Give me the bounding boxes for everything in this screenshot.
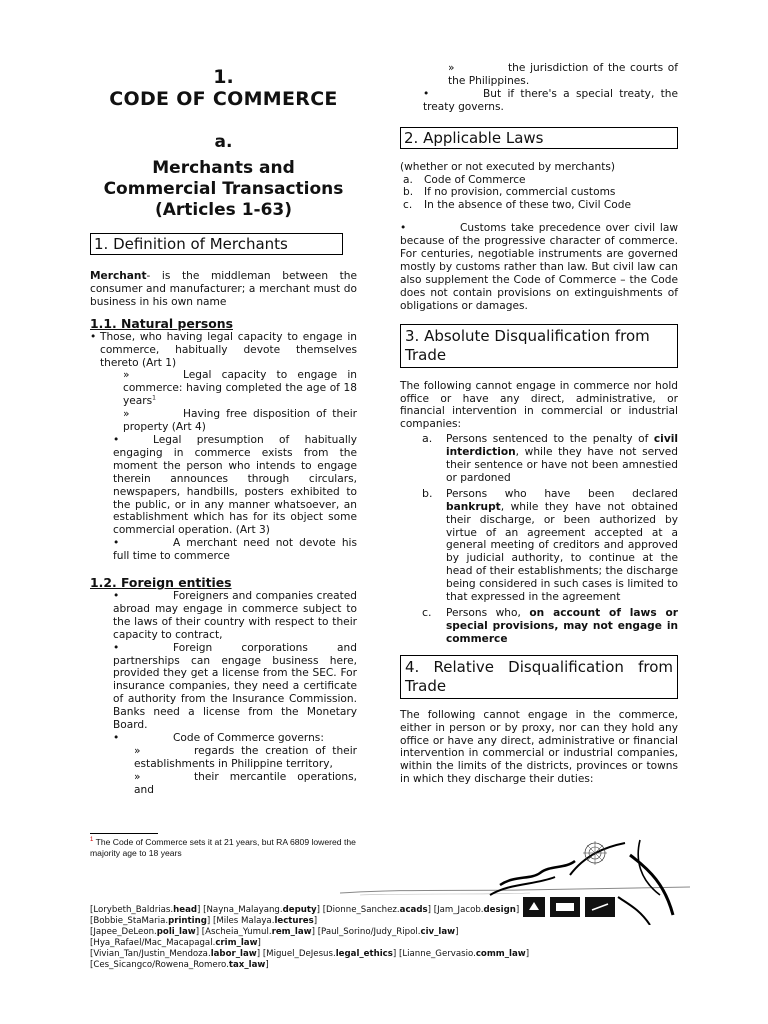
- applicable-laws-item: [400, 186, 678, 199]
- text-run: Persons who,: [446, 607, 530, 619]
- credit-role: deputy: [282, 905, 317, 915]
- natural-persons-sub-1: » Legal capacity to engage in commerce: having completed the age of 18 years$^1$: [123, 369, 357, 408]
- natural-persons-sub-1-text: Legal capacity to engage in commerce: having completed the age of 18 years: [123, 369, 357, 408]
- heading-absolute-disqualification: 3. Absolute Disqualification from Trade: [400, 324, 678, 368]
- credit-name: Miguel_DeJesus.: [266, 949, 336, 959]
- list-text: [446, 433, 678, 485]
- absolute-disqualification-item-a: [422, 433, 678, 485]
- credit-role: design: [483, 905, 516, 915]
- credit-entry: [Hya_Rafael/Mac_Macapagal.crim_law]: [90, 938, 261, 948]
- credits-block: [90, 905, 550, 971]
- absolute-disqualification-intro: The following cannot engage in commerce nor hold office or have any direct, administrative, or financial intervention in commercial or industrial companies:: [400, 379, 678, 431]
- chapter-title: CODE OF COMMERCE: [109, 88, 338, 110]
- foreign-entities-point-1-text: Foreigners and companies created abroad may engage in commerce subject to the laws of their country with respect to their capacity to contract,: [113, 590, 357, 641]
- natural-persons-sub-2-text: Having free disposition of their property (Art 4): [123, 408, 357, 434]
- credit-entry: [Lorybeth_Baldrias.head]: [90, 905, 201, 915]
- foreign-entities-point-4-text: But if there's a special treaty, the treaty governs.: [423, 87, 678, 113]
- footnote: [90, 837, 370, 859]
- natural-persons-point-2-text: Legal presumption of habitually engaging in commerce exists from the moment the person who intends to engage therein announces through circulars, newspapers, handbills, posters exhibited to the public, or in any manner whatsoever, an establishment which has for its object some commercial operation. (Art 3): [113, 433, 357, 537]
- natural-persons-point-1-text: Those, who having legal capacity to engage in commerce, habitually devote themselves thereto (Art 1): [100, 330, 357, 369]
- credit-role: printing: [168, 916, 207, 926]
- credit-role: head: [173, 905, 198, 915]
- credit-entry: [Vivian_Tan/Justin_Mendoza.labor_law]: [90, 949, 261, 959]
- bold-term-civil-interdiction: civil interdiction: [446, 433, 678, 459]
- credit-entry: [Miles Malaya.lectures]: [212, 916, 318, 926]
- text-run: Persons sentenced to the penalty of: [446, 433, 654, 446]
- foreign-entities-sub-3-text: the jurisdiction of the courts of the Philippines.: [448, 62, 678, 87]
- applicable-laws-item: [400, 199, 678, 212]
- absolute-disqualification-item-c: [422, 607, 678, 646]
- credit-entry: [Ces_Sicangco/Rowena_Romero.tax_law]: [90, 960, 269, 970]
- credit-entry: [Ascheia_Yumul.rem_law]: [201, 927, 315, 937]
- right-column: [400, 62, 678, 786]
- foreign-entities-sub-2-text: their mercantile operations, and: [134, 770, 357, 796]
- credit-role: crim_law: [215, 938, 258, 948]
- credit-name: Paul_Sorino/Judy_Ripol.: [321, 927, 421, 937]
- natural-persons-point-3-text: A merchant need not devote his full time to commerce: [113, 537, 357, 563]
- text-run: Persons who have been declared: [446, 487, 678, 500]
- applicable-laws-item: [400, 174, 678, 187]
- text-run: , while they have not served their sentence or have not been amnestied or pardoned: [446, 446, 678, 484]
- credit-role: poli_law: [156, 927, 196, 937]
- heading-natural-persons: 1.1. Natural persons: [90, 315, 233, 331]
- section-title: [90, 158, 357, 221]
- text-run: , while they have not obtained their discharge, or been authorized by virtue of an agreement accepted at a general meeting of creditors and approved by judicial authority, to continue at the head of their establishments; the discharge being considered in such cases is limited to that expressed in the agreement: [446, 500, 678, 604]
- merchant-definition: [90, 270, 357, 309]
- credit-name: Ces_Sicangco/Rowena_Romero.: [93, 960, 229, 970]
- applicable-laws-list: [400, 174, 678, 213]
- section-title-line-1: Merchants and: [152, 158, 295, 178]
- left-column: [90, 62, 357, 797]
- relative-disqualification-intro: The following cannot engage in the commerce, either in person or by proxy, nor can they hold any office or have any direct, administrative or financial intervention in commercial or industrial companies, within the limits of the districts, provinces or towns in which they discharge their duties:: [400, 708, 678, 786]
- footnote-ref-1: 1: [152, 394, 156, 402]
- footnote-divider: [90, 833, 158, 834]
- foreign-entities-point-1: • Foreigners and companies created abroad may engage in commerce subject to the laws of their country with respect to their capacity to contract,: [113, 590, 357, 641]
- natural-persons-point-2: • Legal presumption of habitually engaging in commerce exists from the moment the person who intends to engage therein announces through circulars, newspapers, handbills, posters exhibited to the public, or in any manner whatsoever, an establishment which has for its object some commercial operation. (Art 3): [113, 433, 357, 537]
- heading-applicable-laws: 2. Applicable Laws: [400, 127, 678, 149]
- credit-name: Dionne_Sanchez.: [326, 905, 400, 915]
- heading-relative-disqualification: 4. Relative Disqualification from Trade: [400, 655, 678, 699]
- absolute-disqualification-item-b: [422, 488, 678, 604]
- foreign-entities-sub-1-text: regards the creation of their establishments in Philippine territory,: [134, 744, 357, 770]
- list-letter: a.: [403, 173, 413, 186]
- section-title-line-2: Commercial Transactions: [103, 179, 344, 199]
- merchant-definition-text: - is the middleman between the consumer and manufacturer; a merchant must do business in his own name: [90, 270, 357, 308]
- list-text: In the absence of these two, Civil Code: [424, 199, 632, 212]
- foreign-entities-sub-1: » regards the creation of their establishments in Philippine territory,: [134, 744, 357, 770]
- credit-role: acads: [399, 905, 428, 915]
- credit-name: Bobbie_StaMaria.: [93, 916, 169, 926]
- credit-role: lectures: [274, 916, 314, 926]
- list-text: Code of Commerce: [424, 173, 526, 186]
- credit-entry: [Nayna_Malayang.deputy]: [203, 905, 320, 915]
- applicable-laws-intro: (whether or not executed by merchants): [400, 160, 616, 173]
- list-letter: a.: [422, 432, 433, 446]
- foreign-entities-sub-3: » the jurisdiction of the courts of the Philippines.: [448, 62, 678, 87]
- credit-role: comm_law: [475, 949, 526, 959]
- merchant-term: Merchant: [90, 270, 147, 282]
- credit-role: tax_law: [228, 960, 266, 970]
- list-text: If no provision, commercial customs: [424, 186, 616, 199]
- foreign-entities-sub-2: » their mercantile operations, and: [134, 770, 357, 796]
- credit-name: Vivian_Tan/Justin_Mendoza.: [93, 949, 211, 959]
- absolute-disqualification-list: [400, 433, 678, 646]
- credit-name: Nayna_Malayang.: [206, 905, 283, 915]
- list-text: [446, 488, 678, 604]
- credit-entry: [Jam_Jacob.design]: [433, 905, 520, 915]
- list-letter: c.: [422, 606, 432, 619]
- section-letter: a.: [214, 132, 233, 152]
- foreign-entities-point-4: • But if there's a special treaty, the treaty governs.: [423, 87, 678, 113]
- list-text: [446, 607, 678, 646]
- credit-entry: [Bobbie_StaMaria.printing]: [90, 916, 211, 926]
- credit-entry: [Lianne_Gervasio.comm_law]: [399, 949, 530, 959]
- applicable-laws-note: • Customs take precedence over civil law because of the progressive character of commerce. For centuries, negotiable instruments are governed mostly by customs rather than law. But civil law can also supplement the Code of Commerce – the Code does not contain provisions on extinguishments of obligations or damages.: [400, 222, 678, 312]
- credit-entry: [Japee_DeLeon.poli_law]: [90, 927, 200, 937]
- section-title-line-3: (Articles 1-63): [154, 200, 293, 220]
- natural-persons-sub-2: » Having free disposition of their property (Art 4): [123, 408, 357, 434]
- credit-entry: [Paul_Sorino/Judy_Ripol.civ_law]: [317, 927, 459, 937]
- bold-term-bankrupt: bankrupt: [446, 500, 501, 513]
- credit-name: Hya_Rafael/Mac_Macapagal.: [93, 938, 216, 948]
- credit-name: Lorybeth_Baldrias.: [93, 905, 174, 915]
- credit-role: rem_law: [271, 927, 312, 937]
- credit-role: labor_law: [210, 949, 257, 959]
- natural-persons-point-3: • A merchant need not devote his full time to commerce: [113, 537, 357, 563]
- credit-name: Japee_DeLeon.: [93, 927, 157, 937]
- foreign-entities-point-3: • Code of Commerce governs:: [113, 732, 324, 744]
- list-letter: c.: [403, 199, 413, 212]
- credit-role: legal_ethics: [335, 949, 393, 959]
- credit-name: Jam_Jacob.: [437, 905, 484, 915]
- list-letter: b.: [403, 186, 414, 199]
- credit-name: Miles Malaya.: [216, 916, 275, 926]
- footnote-text: The Code of Commerce sets it at 21 years, but RA 6809 lowered the majority age to 18 years: [90, 837, 356, 858]
- foreign-entities-point-2: • Foreign corporations and partnerships can engage business here, provided they get a license from the SEC. For insurance companies, they need a certificate of authority from the Insurance Commission. Banks need a license from the Monetary Board.: [113, 641, 357, 732]
- credit-entry: [Dionne_Sanchez.acads]: [322, 905, 431, 915]
- credit-name: Ascheia_Yumul.: [205, 927, 272, 937]
- foreign-entities-point-3-text: Code of Commerce governs:: [173, 732, 324, 744]
- chapter-number: 1.: [213, 66, 234, 88]
- credit-name: Lianne_Gervasio.: [402, 949, 476, 959]
- heading-foreign-entities: 1.2. Foreign entities: [90, 575, 232, 591]
- credit-entry: [Miguel_DeJesus.legal_ethics]: [262, 949, 397, 959]
- footnote-marker: 1: [90, 837, 94, 844]
- foreign-entities-point-2-text: Foreign corporations and partnerships can engage business here, provided they get a license from the SEC. For insurance companies, they need a certificate of authority from the Insurance Commission. Banks need a license from the Monetary Board.: [113, 641, 357, 732]
- bold-term-special-provisions: on account of laws or special provisions, may not engage in commerce: [446, 607, 678, 645]
- applicable-laws-note-text: Customs take precedence over civil law because of the progressive character of commerce. For centuries, negotiable instruments are governed mostly by customs rather than law. But civil law can also supplement the Code of Commerce – the Code does not contain provisions on extinguishments of obligations or damages.: [400, 222, 678, 312]
- list-letter: b.: [422, 486, 433, 500]
- natural-persons-point-1: [90, 331, 357, 370]
- credit-role: civ_law: [420, 927, 456, 937]
- heading-definition-of-merchants: 1. Definition of Merchants: [90, 233, 343, 255]
